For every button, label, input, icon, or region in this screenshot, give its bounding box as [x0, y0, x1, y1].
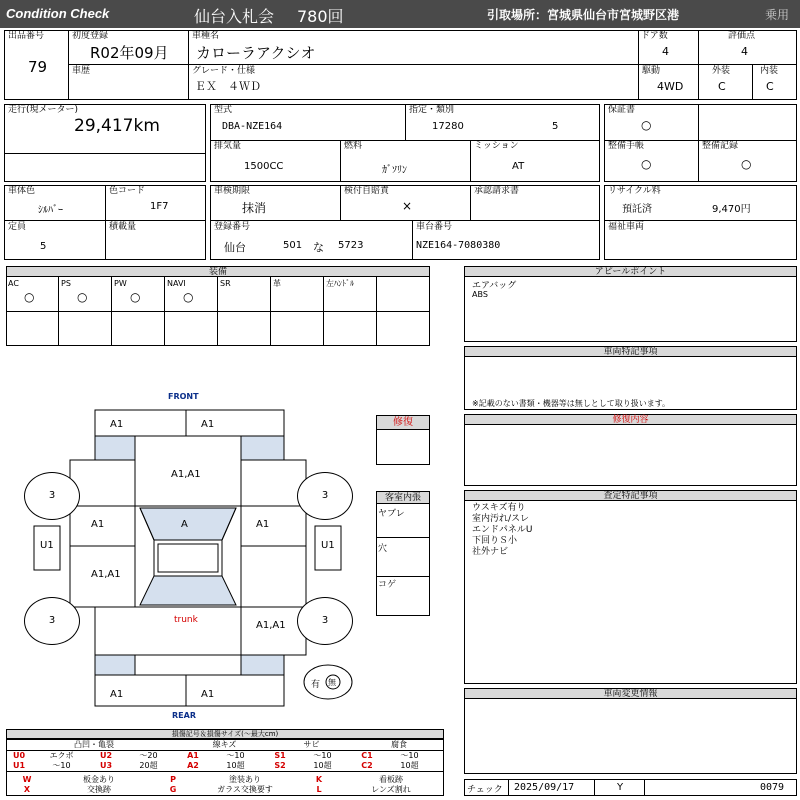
- capacity-label: 定員: [8, 222, 27, 232]
- type: DBA-NZE164: [222, 121, 283, 132]
- recycle-fee: 9,470円: [712, 204, 751, 215]
- capacity: 5: [40, 241, 47, 252]
- equipment-cell: [112, 277, 165, 311]
- equipment-value: ○: [130, 290, 141, 304]
- repair-detail-title: 修復内容: [465, 415, 796, 425]
- color: ｼﾙﾊﾞｰ: [38, 205, 63, 216]
- mileage-label: 走行(現メーター): [8, 105, 79, 115]
- appeal-line-2: ABS: [472, 290, 488, 299]
- type-label: 型式: [214, 105, 233, 115]
- legend-desc: 交換跡: [87, 785, 111, 794]
- legend-code: U0: [12, 751, 26, 760]
- assessment-line: 室内汚れ/スレ: [472, 514, 530, 524]
- score-label: 評価点: [728, 31, 756, 41]
- maint-book-label: 整備手帳: [608, 141, 645, 151]
- score: 4: [741, 45, 748, 58]
- equipment-cell: [59, 277, 112, 311]
- designation: 17280: [432, 121, 464, 132]
- color-label: 車体色: [8, 186, 36, 196]
- tire-front-right: 3: [297, 472, 353, 520]
- plate-area: 仙台: [224, 241, 246, 254]
- damage-left-front-door: A1: [91, 519, 105, 530]
- interior-hole: 穴: [378, 544, 388, 554]
- header-bar: [0, 0, 800, 28]
- equipment-empty-cell: [165, 311, 218, 346]
- equipment-value: ○: [183, 290, 194, 304]
- legend-title: 損傷記号＆損傷サイズ(〜最大cm): [7, 730, 443, 739]
- model-name-label: 車種名: [192, 31, 220, 41]
- legend-desc: 塗装あり: [229, 775, 261, 784]
- legend-code: A2: [187, 761, 199, 770]
- legend-desc: 10超: [313, 761, 332, 770]
- damage-roof: A: [181, 519, 188, 530]
- tire-rear-right: 3: [297, 597, 353, 645]
- drive-label: 駆動: [642, 66, 661, 76]
- legend-code: X: [23, 785, 31, 794]
- equipment-label: PS: [61, 279, 71, 288]
- legend-group: 線キズ: [212, 740, 237, 749]
- damage-right-front-door: A1: [256, 519, 270, 530]
- equipment-empty-cell: [218, 311, 271, 346]
- rear-label: REAR: [172, 711, 196, 720]
- model-name: カローラアクシオ: [196, 44, 316, 62]
- equipment-empty-cell: [324, 311, 377, 346]
- doors: 4: [662, 45, 669, 58]
- legend-code: U3: [99, 761, 113, 770]
- equipment-label: AC: [8, 279, 19, 288]
- car-class: 乗用: [765, 8, 790, 22]
- legend-code: U1: [12, 761, 26, 770]
- category: 5: [552, 121, 559, 132]
- fuel-label: 燃料: [344, 141, 363, 151]
- plate-class: 501: [283, 240, 303, 251]
- assessment-line: 社外ナビ: [472, 547, 509, 557]
- legend-code: G: [169, 785, 177, 794]
- check-label: チェック: [467, 785, 503, 795]
- legend-code: W: [22, 775, 32, 784]
- assessment-line: 下回りＳ小: [472, 536, 518, 546]
- warranty: ○: [641, 118, 652, 132]
- equipment-label: 左ﾊﾝﾄﾞﾙ: [326, 279, 354, 288]
- equipment-empty-cell: [112, 311, 165, 346]
- assessment-line: ウスキズ有り: [472, 503, 526, 513]
- equipment-cell: [6, 277, 59, 311]
- color-code: 1F7: [150, 201, 169, 212]
- welfare-label: 福祉車両: [608, 222, 645, 232]
- change-info-panel: [464, 688, 797, 774]
- equipment-empty-cell: [271, 311, 324, 346]
- chassis-label: 車台番号: [416, 222, 453, 232]
- damage-front-right: A1: [201, 419, 215, 430]
- spare-label: 有: [311, 680, 321, 690]
- legend-desc: ガラス交換要す: [217, 785, 273, 794]
- side-right: U1: [321, 540, 335, 551]
- front-label: FRONT: [168, 392, 199, 401]
- equipment-title: 装備: [7, 267, 429, 277]
- legend-code: P: [170, 775, 176, 784]
- legend-desc: レンズ割れ: [371, 785, 411, 794]
- legend-group: 凸凹・亀裂: [74, 740, 114, 749]
- doors-label: ドア数: [641, 31, 668, 41]
- exhibit-no-label: 出品番号: [8, 31, 45, 41]
- lot-round: 780回: [297, 7, 344, 26]
- legend-code: S2: [274, 761, 286, 770]
- legend-desc: 〜10: [52, 761, 71, 770]
- mission-label: ミッション: [474, 141, 519, 151]
- displacement-label: 排気量: [214, 141, 242, 151]
- approval-label: 承認請求書: [474, 186, 520, 196]
- ext-label: 外装: [712, 66, 731, 76]
- special-title: 車両特記事項: [465, 347, 796, 357]
- logo: Condition Check: [6, 6, 110, 21]
- insurance-label: 検付自賠責: [344, 186, 390, 196]
- auction-name: 仙台入札会: [194, 7, 275, 26]
- assessment-line: エンドパネルU: [472, 525, 533, 535]
- legend-code: S1: [274, 751, 286, 760]
- equipment-cell: [271, 277, 324, 311]
- equipment-cell: [218, 277, 271, 311]
- inspection-label: 車検期限: [214, 186, 251, 196]
- legend-code: K: [315, 775, 323, 784]
- tire-front-left: 3: [24, 472, 80, 520]
- damage-front-left: A1: [110, 419, 124, 430]
- appeal-line-1: エアバッグ: [472, 281, 517, 291]
- plate-no: 5723: [338, 240, 364, 251]
- drive: 4WD: [657, 80, 684, 93]
- side-left: U1: [40, 540, 54, 551]
- assessment-title: 査定特記事項: [465, 491, 796, 501]
- row3-mid: [210, 185, 600, 260]
- equipment-empty-cell: [59, 311, 112, 346]
- equipment-value: ○: [24, 290, 35, 304]
- damage-rear-left: A1: [110, 689, 124, 700]
- legend-code: L: [316, 785, 322, 794]
- legend-desc: 看板跡: [379, 775, 403, 784]
- plate-kana: な: [313, 241, 324, 254]
- legend-desc: 〜10: [400, 751, 419, 760]
- int-label: 内装: [760, 66, 779, 76]
- legend-desc: 10超: [226, 761, 245, 770]
- legend-code: A1: [187, 751, 199, 760]
- equipment-label: NAVI: [167, 279, 186, 288]
- equipment-cell: [165, 277, 218, 311]
- special-note: ※記載のない書類・機器等は無しとして取り扱います。: [472, 399, 671, 408]
- grade: ＥＸ ４ＷＤ: [195, 80, 261, 93]
- legend-desc: 〜10: [313, 751, 332, 760]
- grade-label: グレード・仕様: [192, 66, 256, 76]
- damage-left-rear-door: A1,A1: [91, 569, 121, 580]
- mileage: 29,417km: [74, 116, 160, 136]
- maint-record: ○: [741, 157, 752, 171]
- ext: C: [718, 80, 726, 93]
- inspection: 抹消: [242, 201, 267, 215]
- damage-hood: A1,A1: [171, 469, 201, 480]
- legend-desc: 10超: [400, 761, 419, 770]
- maint-book: ○: [641, 157, 652, 171]
- appeal-title: アピールポイント: [465, 267, 796, 277]
- first-reg: R02年09月: [90, 44, 169, 62]
- pickup-location: 引取場所：宮城県仙台市宮城野区港: [487, 8, 680, 22]
- equipment-label: 革: [273, 279, 281, 288]
- mission: AT: [512, 161, 525, 172]
- fuel: ｶﾞｿﾘﾝ: [382, 165, 407, 176]
- legend-desc: エクボ: [49, 751, 74, 760]
- tire-rear-left: 3: [24, 597, 80, 645]
- legend-desc: 板金あり: [83, 775, 115, 784]
- exhibit-no: 79: [28, 58, 48, 76]
- legend-code: C1: [361, 751, 373, 760]
- legend-desc: 〜20: [139, 751, 158, 760]
- displacement: 1500CC: [244, 161, 284, 172]
- warranty-label: 保証書: [608, 105, 636, 115]
- damage-right-rear: A1,A1: [256, 620, 286, 631]
- interior-title: 客室内張: [377, 492, 429, 504]
- equipment-value: ○: [77, 290, 88, 304]
- legend-code: U2: [99, 751, 113, 760]
- damage-rear-right: A1: [201, 689, 215, 700]
- spare-value: 無: [328, 678, 336, 687]
- insurance: ×: [402, 199, 413, 213]
- footer-number: 0079: [760, 782, 785, 793]
- designation-label: 指定・類別: [409, 105, 455, 115]
- legend-desc: 20超: [139, 761, 158, 770]
- check-date: 2025/09/17: [514, 782, 575, 793]
- interior-tear: ヤブレ: [378, 509, 405, 519]
- equipment-label: PW: [114, 279, 127, 288]
- equipment-empty-cell: [6, 311, 59, 346]
- legend-code: C2: [361, 761, 373, 770]
- equipment-cell: [324, 277, 377, 311]
- chassis: NZE164-7080380: [416, 240, 501, 251]
- recycle-label: リサイクル料: [608, 186, 661, 196]
- maint-record-label: 整備記録: [702, 141, 739, 151]
- interior-burn: コゲ: [378, 580, 397, 590]
- first-reg-label: 初度登録: [72, 31, 109, 41]
- inspector: Y: [617, 782, 624, 793]
- legend-group: 腐食: [391, 740, 407, 749]
- legend-group: サビ: [303, 740, 320, 749]
- legend-desc: 〜10: [226, 751, 245, 760]
- color-code-label: 色コード: [109, 186, 146, 196]
- equipment-label: SR: [220, 279, 231, 288]
- load-label: 積載量: [109, 222, 137, 232]
- plate-label: 登録番号: [214, 222, 251, 232]
- trunk-label: trunk: [174, 615, 198, 625]
- recycle-status: 預託済: [622, 204, 652, 215]
- history-label: 車歴: [72, 66, 91, 76]
- repair-title: 修復: [377, 416, 429, 430]
- int: C: [766, 80, 774, 93]
- change-info-title: 車両変更情報: [465, 689, 796, 699]
